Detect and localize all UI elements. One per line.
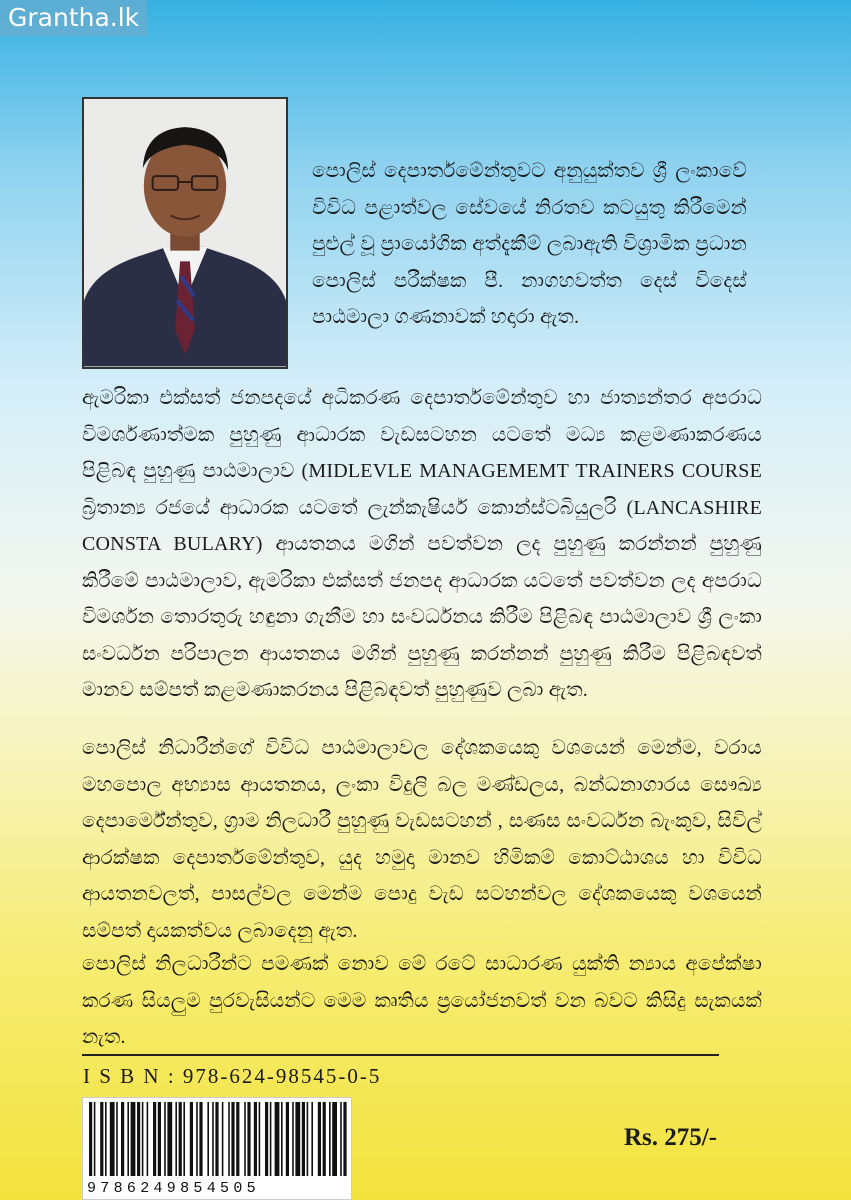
barcode-bar: [222, 1102, 224, 1176]
barcode-bar: [100, 1102, 103, 1176]
barcode-bar: [183, 1102, 185, 1176]
lecturer-paragraph: පොලිස් නිධාරීන්ගේ විවිධ පාඨමාලාවල දේශකයෙකු වශයෙන් මෙන්ම, වරාය මහපොල අභ්‍යාස ආයතනය, ලංකා විදුලි බල මණ්ඩලය, බන්ධනාගාරය සෞඛ්‍ය දෙපාර්මේන්තුව, ග්‍රාම නිලධාරී පුහුණු වැඩසටහන් , සණස සංවර්ධන බැංකුව, සිවිල් ආරක්ෂක දෙපාර්තමේන්තුව, යුද හමුදා මානව හිමිකම් කොට්ඨාශය හා විවිධ ආයතනවලත්, පාසල්වල මෙන්ම පොදු වැඩ සටහන්වල දේශකයෙකු වශයෙන් සම්පත් දායකත්වය ලබාදෙනු ඇත.: [82, 737, 762, 942]
barcode-bar: [190, 1102, 193, 1176]
barcode-bar: [231, 1102, 234, 1176]
barcode-bar: [247, 1102, 250, 1176]
barcode-bar: [147, 1102, 149, 1176]
barcode-bar: [212, 1102, 214, 1176]
barcode-bars: [83, 1098, 351, 1178]
barcode-bar: [244, 1102, 246, 1176]
barcode-bar: [318, 1102, 321, 1176]
barcode: [82, 1097, 352, 1200]
divider: [82, 1054, 719, 1056]
barcode-bar: [302, 1102, 305, 1176]
barcode-bar: [295, 1102, 300, 1176]
barcode-bar: [286, 1102, 289, 1176]
author-photo: [82, 97, 288, 369]
barcode-bar: [89, 1102, 92, 1176]
barcode-bar: [281, 1102, 283, 1176]
barcode-bar: [207, 1102, 209, 1176]
barcode-digits: 9786249854505: [87, 1180, 260, 1197]
barcode-bar: [158, 1102, 161, 1176]
barcode-bar: [127, 1102, 129, 1176]
closing-paragraph: පොලිස් නිලධාරීන්ට පමණක් නොව මේ රටේ සාධාරණ යුක්ති න්‍යාය අපේක්ෂා කරණ සියලුම පුරවැසියන්ට මෙම කෘතිය ප්‍රයෝජනවත් වන බවට කිසිදු සැකයක් නැත.: [82, 953, 762, 1048]
barcode-bar: [175, 1102, 177, 1176]
barcode-bar: [236, 1102, 239, 1176]
barcode-bar: [265, 1102, 268, 1176]
barcode-bar: [131, 1102, 136, 1176]
author-portrait: [84, 99, 286, 367]
barcode-bar: [137, 1102, 140, 1176]
barcode-bar: [292, 1102, 294, 1176]
price: Rs. 275/-: [624, 1124, 718, 1151]
barcode-bar: [323, 1102, 326, 1176]
barcode-bar: [116, 1102, 118, 1176]
barcode-bar: [105, 1102, 107, 1176]
barcode-bar: [275, 1102, 280, 1176]
barcode-bar: [94, 1102, 96, 1176]
barcode-bar: [167, 1102, 172, 1176]
barcode-bar: [343, 1102, 346, 1176]
barcode-bar: [340, 1102, 342, 1176]
isbn: I S B N : 978-624-98545-0-5: [83, 1064, 382, 1088]
barcode-bar: [164, 1102, 166, 1176]
barcode-bar: [307, 1102, 309, 1176]
barcode-bar: [259, 1102, 261, 1176]
barcode-bar: [270, 1102, 272, 1176]
barcode-bar: [311, 1102, 313, 1176]
barcode-bar: [215, 1102, 218, 1176]
barcode-bar: [199, 1102, 202, 1176]
barcode-bar: [254, 1102, 257, 1176]
barcode-bar: [142, 1102, 144, 1176]
barcode-bar: [110, 1102, 115, 1176]
barcode-bar: [329, 1102, 331, 1176]
barcode-bar: [228, 1102, 230, 1176]
intro-paragraph: පොලිස් දෙපාර්තමේන්තුවට අනුයුක්තව ශ්‍රී ලංකාවේ විවිධ පළාත්වල සේවයේ නිරතව කටයුතු කිරීමෙන් පුළුල් වූ ප්‍රායෝගික අත්දැකීම් ලබාඇති විශ්‍රාමික ප්‍රධාන පොලිස් පරීක්ෂක පී. නාගහවත්ත දෙස් විදෙස් පාඨමාලා ගණනාවක් හදාරා ඇත.: [312, 160, 747, 328]
training-paragraph: ඇමරිකා එක්සත් ජනපදයේ අධිකරණ දෙපාර්තමේන්තුව හා ජාත්‍යන්තර අපරාධ විමර්ශණාත්මක පුහුණු ආධාරක වැඩසටහන යටතේ මධ්‍ය කළමණාකරණය පිළිබඳ පුහුණු පාඨමාලාව (MIDLEVLE MANAGEMEMT TRAINERS COURSE බ්‍රිතාන්‍ය රජයේ ආධාරක යටතේ ලැන්කැෂියර් කොන්ස්ටබියුලරි (LANCASHIRE CONSTA BULARY) ආයතනය මගින් පවත්වන ලද පුහුණු කරන්නන් පුහුණු කිරීමේ පාඨමාලාව, ඇමරිකා එක්සත් ජනපද ආධාරක යටතේ පවත්වන ලද අපරාධ විමර්ශන තොරතුරු හඳුනා ගැනීම හා සංවර්ධනය කිරීම පිළිබඳ පාඨමාලාව ශ්‍රී ලංකා සංවර්ධන පරිපාලන ආයතනය මගින් පුහුණු කරන්නන් පුහුණු කිරීම පිළිබඳවත් මානව සම්පත් කළමණාකරනය පිළිබඳවත් පුහුණුව ලබා ඇත.: [82, 387, 762, 701]
watermark: Grantha.lk: [0, 0, 147, 36]
barcode-bar: [179, 1102, 182, 1176]
barcode-bar: [121, 1102, 124, 1176]
barcode-bar: [332, 1102, 337, 1176]
barcode-bar: [153, 1102, 156, 1176]
barcode-bar: [196, 1102, 198, 1176]
